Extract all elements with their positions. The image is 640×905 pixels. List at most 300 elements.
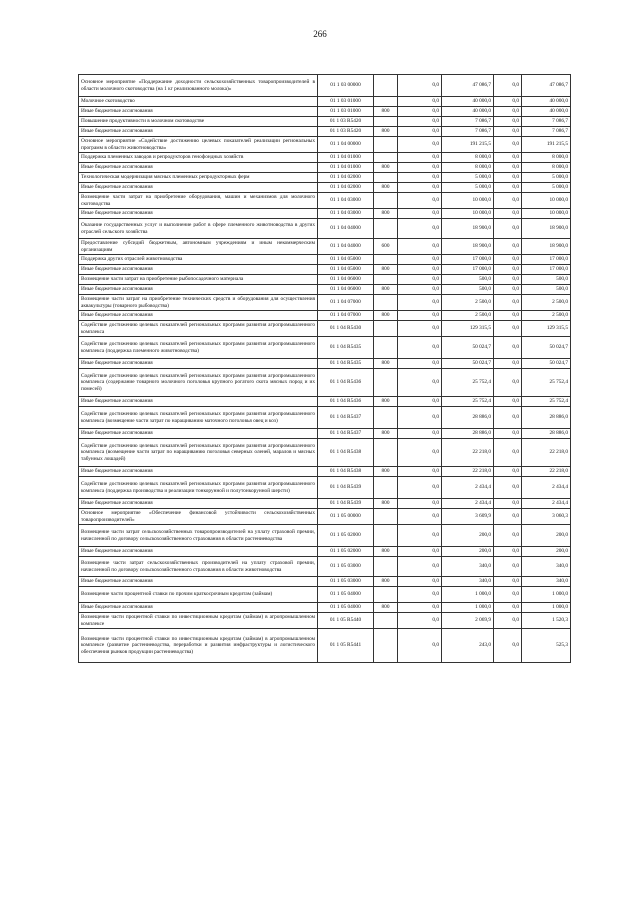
- row-value-4: 2 500,0: [522, 295, 571, 311]
- row-value-4: 47 086,7: [522, 75, 571, 97]
- row-value-1: 0,0: [398, 127, 442, 137]
- row-expense-type: [374, 439, 398, 467]
- row-name: Возмещение части процентной ставки по прочим краткосрочным кредитам (займам): [79, 587, 318, 603]
- row-value-3: 0,0: [494, 255, 522, 265]
- row-value-2: 47 086,7: [442, 75, 494, 97]
- row-value-4: 28 886,0: [522, 407, 571, 429]
- row-value-3: 0,0: [494, 239, 522, 255]
- row-expense-type: 600: [374, 239, 398, 255]
- row-value-3: 0,0: [494, 219, 522, 239]
- row-value-2: 2 434,4: [442, 499, 494, 509]
- row-code: 01 1 04 R5436: [318, 397, 374, 407]
- row-value-2: 22 218,0: [442, 439, 494, 467]
- table-row: [79, 369, 571, 397]
- row-value-3: 0,0: [494, 75, 522, 97]
- row-value-2: 340,0: [442, 577, 494, 587]
- row-name: Поддержка племенных заводов и репродукторов генофондных хозяйств: [79, 153, 318, 163]
- row-expense-type: [374, 255, 398, 265]
- row-name: Иные бюджетные ассигнования: [79, 107, 318, 117]
- row-value-1: 0,0: [398, 613, 442, 629]
- row-value-3: 0,0: [494, 613, 522, 629]
- row-value-3: 0,0: [494, 153, 522, 163]
- row-value-2: 28 886,0: [442, 429, 494, 439]
- row-name: Оказание государственных услуг и выполнение работ в сфере племенного животноводства в других отраслей сельского хозяйства: [79, 219, 318, 239]
- row-code: 01 1 04 06000: [318, 275, 374, 285]
- row-name: Возмещение части затрат сельскохозяйственных товаропроизводителей на уплату страховой премии, начисленной по договору сельскохозяйственного страхования в области растениеводства: [79, 525, 318, 547]
- table-row: [79, 285, 571, 295]
- table-row: [79, 407, 571, 429]
- row-value-1: 0,0: [398, 209, 442, 219]
- row-code: 01 1 04 07000: [318, 295, 374, 311]
- row-code: 01 1 03 R5420: [318, 127, 374, 137]
- row-value-3: 0,0: [494, 137, 522, 153]
- row-value-3: 0,0: [494, 439, 522, 467]
- table-row: [79, 209, 571, 219]
- row-value-4: 3 060,3: [522, 509, 571, 525]
- table-row: [79, 275, 571, 285]
- row-code: 01 1 05 03000: [318, 577, 374, 587]
- row-name: Возмещение части затрат сельскохозяйственных производителей на уплату страховой премии, начисленной по договору сельскохозяйственного страхования в области животноводства: [79, 557, 318, 577]
- row-value-2: 500,0: [442, 285, 494, 295]
- table-row: [79, 137, 571, 153]
- row-value-1: 0,0: [398, 603, 442, 613]
- row-value-3: 0,0: [494, 173, 522, 183]
- row-expense-type: 800: [374, 183, 398, 193]
- row-value-2: 7 086,7: [442, 127, 494, 137]
- row-expense-type: 800: [374, 547, 398, 557]
- row-name: Повышение продуктивности в молочном скотоводстве: [79, 117, 318, 127]
- row-value-2: 7 086,7: [442, 117, 494, 127]
- row-value-2: 28 886,0: [442, 407, 494, 429]
- table-row: [79, 239, 571, 255]
- row-value-3: 0,0: [494, 193, 522, 209]
- row-code: 01 1 04 R5430: [318, 321, 374, 337]
- row-name: Содействие достижению целевых показателей региональных программ развития агропромышленного комплекса: [79, 321, 318, 337]
- row-value-3: 0,0: [494, 587, 522, 603]
- row-expense-type: [374, 369, 398, 397]
- row-value-1: 0,0: [398, 369, 442, 397]
- table-row: [79, 557, 571, 577]
- row-value-1: 0,0: [398, 117, 442, 127]
- row-expense-type: [374, 153, 398, 163]
- row-value-4: 5 000,0: [522, 183, 571, 193]
- table-row: [79, 547, 571, 557]
- row-name: Иные бюджетные ассигнования: [79, 311, 318, 321]
- table-row: [79, 467, 571, 477]
- row-name: Технологическая модернизация мясных племенных репродукторных ферм: [79, 173, 318, 183]
- row-code: 01 1 04 04000: [318, 239, 374, 255]
- row-expense-type: [374, 557, 398, 577]
- table-row: [79, 173, 571, 183]
- row-expense-type: 800: [374, 107, 398, 117]
- row-value-3: 0,0: [494, 477, 522, 499]
- row-code: 01 1 04 04000: [318, 219, 374, 239]
- row-value-2: 22 218,0: [442, 467, 494, 477]
- budget-table: [78, 74, 571, 663]
- row-code: 01 1 04 R5438: [318, 439, 374, 467]
- row-value-2: 129 315,5: [442, 321, 494, 337]
- row-value-4: 50 024,7: [522, 337, 571, 359]
- row-value-2: 40 000,0: [442, 107, 494, 117]
- row-expense-type: [374, 275, 398, 285]
- row-value-2: 340,0: [442, 557, 494, 577]
- row-value-2: 10 000,0: [442, 209, 494, 219]
- row-expense-type: [374, 117, 398, 127]
- row-value-3: 0,0: [494, 499, 522, 509]
- table-row: [79, 439, 571, 467]
- row-value-3: 0,0: [494, 603, 522, 613]
- row-expense-type: [374, 75, 398, 97]
- row-value-1: 0,0: [398, 577, 442, 587]
- row-value-2: 25 752,4: [442, 369, 494, 397]
- table-row: [79, 397, 571, 407]
- row-value-3: 0,0: [494, 265, 522, 275]
- table-row: [79, 613, 571, 629]
- row-code: 01 1 04 05000: [318, 265, 374, 275]
- table-row: [79, 265, 571, 275]
- row-value-2: 17 000,0: [442, 265, 494, 275]
- row-code: 01 1 04 R5438: [318, 467, 374, 477]
- table-row: [79, 429, 571, 439]
- row-value-4: 129 315,5: [522, 321, 571, 337]
- row-value-1: 0,0: [398, 163, 442, 173]
- row-value-4: 525,3: [522, 629, 571, 663]
- row-value-2: 50 024,7: [442, 337, 494, 359]
- row-value-3: 0,0: [494, 557, 522, 577]
- row-code: 01 1 04 R5437: [318, 429, 374, 439]
- row-name: Иные бюджетные ассигнования: [79, 285, 318, 295]
- row-value-1: 0,0: [398, 439, 442, 467]
- row-code: 01 1 05 02000: [318, 525, 374, 547]
- row-value-3: 0,0: [494, 295, 522, 311]
- row-value-4: 500,0: [522, 275, 571, 285]
- row-name: Молочное скотоводство: [79, 97, 318, 107]
- row-value-3: 0,0: [494, 397, 522, 407]
- row-name: Иные бюджетные ассигнования: [79, 265, 318, 275]
- row-value-1: 0,0: [398, 173, 442, 183]
- table-row: [79, 587, 571, 603]
- row-value-2: 243,0: [442, 629, 494, 663]
- row-expense-type: 800: [374, 603, 398, 613]
- row-value-1: 0,0: [398, 337, 442, 359]
- row-value-1: 0,0: [398, 275, 442, 285]
- row-value-4: 1 520,3: [522, 613, 571, 629]
- row-code: 01 1 04 00000: [318, 137, 374, 153]
- row-value-3: 0,0: [494, 525, 522, 547]
- row-value-1: 0,0: [398, 547, 442, 557]
- table-row: [79, 509, 571, 525]
- row-value-2: 191 215,5: [442, 137, 494, 153]
- row-expense-type: [374, 407, 398, 429]
- row-value-4: 5 000,0: [522, 173, 571, 183]
- row-name: Иные бюджетные ассигнования: [79, 163, 318, 173]
- row-value-2: 3 609,9: [442, 509, 494, 525]
- row-value-3: 0,0: [494, 275, 522, 285]
- row-value-2: 8 000,0: [442, 153, 494, 163]
- row-value-1: 0,0: [398, 183, 442, 193]
- row-value-4: 8 000,0: [522, 153, 571, 163]
- row-code: 01 1 04 R5439: [318, 477, 374, 499]
- row-expense-type: [374, 337, 398, 359]
- row-name: Поддержка других отраслей животноводства: [79, 255, 318, 265]
- row-value-2: 500,0: [442, 275, 494, 285]
- row-code: 01 1 04 05000: [318, 255, 374, 265]
- row-value-4: 2 500,0: [522, 311, 571, 321]
- row-code: 01 1 05 R5440: [318, 613, 374, 629]
- row-name: Возмещение части процентной ставки по инвестиционным кредитам (займам) в агропромышленном комплексе: [79, 613, 318, 629]
- row-code: 01 1 04 R5435: [318, 337, 374, 359]
- row-expense-type: [374, 321, 398, 337]
- row-value-3: 0,0: [494, 429, 522, 439]
- row-value-3: 0,0: [494, 183, 522, 193]
- row-value-3: 0,0: [494, 209, 522, 219]
- table-row: [79, 107, 571, 117]
- row-value-3: 0,0: [494, 369, 522, 397]
- row-expense-type: 800: [374, 577, 398, 587]
- row-value-1: 0,0: [398, 321, 442, 337]
- row-value-4: 28 886,0: [522, 429, 571, 439]
- row-value-4: 200,0: [522, 547, 571, 557]
- table-row: [79, 359, 571, 369]
- row-value-2: 2 500,0: [442, 295, 494, 311]
- row-expense-type: 800: [374, 467, 398, 477]
- row-value-1: 0,0: [398, 311, 442, 321]
- row-code: 01 1 05 R5441: [318, 629, 374, 663]
- row-value-4: 18 900,0: [522, 219, 571, 239]
- row-value-1: 0,0: [398, 467, 442, 477]
- row-value-4: 10 000,0: [522, 209, 571, 219]
- row-value-4: 25 752,4: [522, 397, 571, 407]
- table-row: [79, 219, 571, 239]
- row-code: 01 1 04 03000: [318, 209, 374, 219]
- row-name: Основное мероприятие «Обеспечение финансовой устойчивости сельскохозяйственных товаропроизводителей»: [79, 509, 318, 525]
- table-row: [79, 629, 571, 663]
- row-expense-type: 800: [374, 429, 398, 439]
- row-value-1: 0,0: [398, 75, 442, 97]
- row-expense-type: 800: [374, 163, 398, 173]
- table-row: [79, 321, 571, 337]
- table-row: [79, 163, 571, 173]
- row-value-1: 0,0: [398, 525, 442, 547]
- row-value-3: 0,0: [494, 547, 522, 557]
- row-expense-type: [374, 295, 398, 311]
- row-name: Иные бюджетные ассигнования: [79, 577, 318, 587]
- row-value-2: 8 000,0: [442, 163, 494, 173]
- row-name: Иные бюджетные ассигнования: [79, 127, 318, 137]
- row-value-3: 0,0: [494, 117, 522, 127]
- row-code: 01 1 04 R5436: [318, 369, 374, 397]
- table-row: [79, 255, 571, 265]
- row-expense-type: [374, 193, 398, 209]
- row-expense-type: [374, 477, 398, 499]
- table-row: [79, 525, 571, 547]
- row-value-3: 0,0: [494, 311, 522, 321]
- table-row: [79, 153, 571, 163]
- row-value-2: 10 000,0: [442, 193, 494, 209]
- table-row: [79, 183, 571, 193]
- row-name: Содействие достижению целевых показателей региональных программ развития агропромышленного комплекса (поддержка производства и реализации тонкорунной и полутонкорунной шерсти): [79, 477, 318, 499]
- row-value-1: 0,0: [398, 219, 442, 239]
- row-name: Основное мероприятие «Поддержание доходности сельскохозяйственных товаропроизводителей в области молочного скотоводства (на 1 кг реализованного молока)»: [79, 75, 318, 97]
- row-value-3: 0,0: [494, 127, 522, 137]
- row-code: 01 1 04 06000: [318, 285, 374, 295]
- row-code: 01 1 04 07000: [318, 311, 374, 321]
- row-value-1: 0,0: [398, 239, 442, 255]
- row-value-1: 0,0: [398, 295, 442, 311]
- row-value-1: 0,0: [398, 137, 442, 153]
- table-row: [79, 97, 571, 107]
- row-value-1: 0,0: [398, 265, 442, 275]
- row-value-1: 0,0: [398, 97, 442, 107]
- row-value-4: 22 218,0: [522, 439, 571, 467]
- table-row: [79, 75, 571, 97]
- row-value-1: 0,0: [398, 397, 442, 407]
- row-code: 01 1 04 02000: [318, 183, 374, 193]
- row-value-1: 0,0: [398, 587, 442, 603]
- table-row: [79, 295, 571, 311]
- row-value-4: 500,0: [522, 285, 571, 295]
- row-name: Содействие достижению целевых показателей региональных программ развития агропромышленного комплекса (возмещение части затрат по наращиванию маточного поголовья овец и коз): [79, 407, 318, 429]
- row-value-4: 340,0: [522, 557, 571, 577]
- row-code: 01 1 04 01000: [318, 163, 374, 173]
- row-value-4: 200,0: [522, 525, 571, 547]
- row-value-3: 0,0: [494, 467, 522, 477]
- row-name: Иные бюджетные ассигнования: [79, 467, 318, 477]
- row-name: Иные бюджетные ассигнования: [79, 209, 318, 219]
- row-code: 01 1 04 03000: [318, 193, 374, 209]
- row-code: 01 1 03 00000: [318, 75, 374, 97]
- row-value-1: 0,0: [398, 255, 442, 265]
- row-value-4: 22 218,0: [522, 467, 571, 477]
- row-value-1: 0,0: [398, 193, 442, 209]
- row-code: 01 1 04 01000: [318, 153, 374, 163]
- row-expense-type: 800: [374, 311, 398, 321]
- row-name: Возмещение части затрат на приобретение рыбопосадочного материала: [79, 275, 318, 285]
- row-value-3: 0,0: [494, 577, 522, 587]
- row-name: Содействие достижению целевых показателей региональных программ развития агропромышленного комплекса (содержание товарного молочного поголовья крупного рогатого скота мясных пород и их помесей): [79, 369, 318, 397]
- row-value-4: 1 000,0: [522, 587, 571, 603]
- row-expense-type: [374, 137, 398, 153]
- row-value-4: 1 000,0: [522, 603, 571, 613]
- row-value-1: 0,0: [398, 429, 442, 439]
- table-row: [79, 337, 571, 359]
- row-value-2: 40 000,0: [442, 97, 494, 107]
- row-code: 01 1 04 02000: [318, 173, 374, 183]
- row-value-1: 0,0: [398, 407, 442, 429]
- row-code: 01 1 05 03000: [318, 557, 374, 577]
- row-value-4: 18 900,0: [522, 239, 571, 255]
- row-value-1: 0,0: [398, 107, 442, 117]
- row-name: Основное мероприятие «Содействие достижению целевых показателей реализации региональных программ в области животноводства»: [79, 137, 318, 153]
- row-expense-type: 800: [374, 499, 398, 509]
- row-value-4: 25 752,4: [522, 369, 571, 397]
- row-name: Иные бюджетные ассигнования: [79, 547, 318, 557]
- row-value-3: 0,0: [494, 509, 522, 525]
- table-row: [79, 577, 571, 587]
- row-value-4: 2 434,4: [522, 499, 571, 509]
- budget-table-body: [79, 75, 571, 663]
- row-value-4: 10 000,0: [522, 193, 571, 209]
- row-value-2: 1 000,0: [442, 603, 494, 613]
- row-value-3: 0,0: [494, 285, 522, 295]
- row-value-1: 0,0: [398, 509, 442, 525]
- row-code: 01 1 05 02000: [318, 547, 374, 557]
- row-value-2: 1 000,0: [442, 587, 494, 603]
- row-value-4: 50 024,7: [522, 359, 571, 369]
- table-row: [79, 499, 571, 509]
- row-value-2: 17 000,0: [442, 255, 494, 265]
- table-row: [79, 477, 571, 499]
- row-value-2: 200,0: [442, 547, 494, 557]
- row-code: 01 1 05 00000: [318, 509, 374, 525]
- row-code: 01 1 03 R5420: [318, 117, 374, 127]
- table-row: [79, 193, 571, 209]
- row-name: Содействие достижению целевых показателей региональных программ развития агропромышленного комплекса (поддержка племенного животноводства): [79, 337, 318, 359]
- row-expense-type: [374, 587, 398, 603]
- row-expense-type: [374, 97, 398, 107]
- row-value-1: 0,0: [398, 359, 442, 369]
- row-name: Иные бюджетные ассигнования: [79, 603, 318, 613]
- row-value-2: 2 500,0: [442, 311, 494, 321]
- page-number: 266: [313, 29, 327, 39]
- row-value-1: 0,0: [398, 499, 442, 509]
- row-value-3: 0,0: [494, 407, 522, 429]
- row-value-3: 0,0: [494, 321, 522, 337]
- row-expense-type: [374, 219, 398, 239]
- row-code: 01 1 05 04000: [318, 603, 374, 613]
- row-value-3: 0,0: [494, 163, 522, 173]
- row-name: Возмещение части затрат на приобретение технических средств и оборудования для осуществления аквакультуры (товарного рыбоводства): [79, 295, 318, 311]
- row-name: Иные бюджетные ассигнования: [79, 499, 318, 509]
- row-name: Предоставление субсидий бюджетным, автономным учреждениям и иным некоммерческим организациям: [79, 239, 318, 255]
- row-expense-type: [374, 509, 398, 525]
- row-value-4: 7 086,7: [522, 117, 571, 127]
- row-name: Возмещение части процентной ставки по инвестиционным кредитам (займам) в агропромышленном комплексе (развитие растениеводства, переработки и развития инфраструктуры и логистического обеспечения рынков продукции растениеводства): [79, 629, 318, 663]
- row-value-1: 0,0: [398, 557, 442, 577]
- row-value-2: 5 000,0: [442, 183, 494, 193]
- row-name: Иные бюджетные ассигнования: [79, 183, 318, 193]
- row-name: Возмещение части затрат на приобретение оборудования, машин и механизмов для молочного скотоводства: [79, 193, 318, 209]
- row-value-2: 200,0: [442, 525, 494, 547]
- row-value-2: 5 000,0: [442, 173, 494, 183]
- row-value-4: 340,0: [522, 577, 571, 587]
- row-code: 01 1 03 01000: [318, 107, 374, 117]
- row-value-1: 0,0: [398, 153, 442, 163]
- row-expense-type: 800: [374, 397, 398, 407]
- row-value-4: 191 215,5: [522, 137, 571, 153]
- row-code: 01 1 05 04000: [318, 587, 374, 603]
- row-expense-type: [374, 525, 398, 547]
- row-expense-type: 800: [374, 127, 398, 137]
- row-value-3: 0,0: [494, 337, 522, 359]
- row-name: Иные бюджетные ассигнования: [79, 359, 318, 369]
- row-code: 01 1 04 R5437: [318, 407, 374, 429]
- row-value-3: 0,0: [494, 629, 522, 663]
- row-value-2: 18 900,0: [442, 239, 494, 255]
- row-value-1: 0,0: [398, 285, 442, 295]
- row-expense-type: [374, 613, 398, 629]
- row-value-2: 2 434,4: [442, 477, 494, 499]
- row-expense-type: 800: [374, 265, 398, 275]
- table-row: [79, 603, 571, 613]
- row-value-4: 40 000,0: [522, 107, 571, 117]
- row-name: Содействие достижению целевых показателей региональных программ развития агропромышленного комплекса (возмещение части затрат по наращиванию поголовья северных оленей, маралов и мясных табунных лошадей): [79, 439, 318, 467]
- row-name: Иные бюджетные ассигнования: [79, 429, 318, 439]
- row-expense-type: 800: [374, 209, 398, 219]
- row-code: 01 1 03 01000: [318, 97, 374, 107]
- row-expense-type: [374, 173, 398, 183]
- row-value-2: 25 752,4: [442, 397, 494, 407]
